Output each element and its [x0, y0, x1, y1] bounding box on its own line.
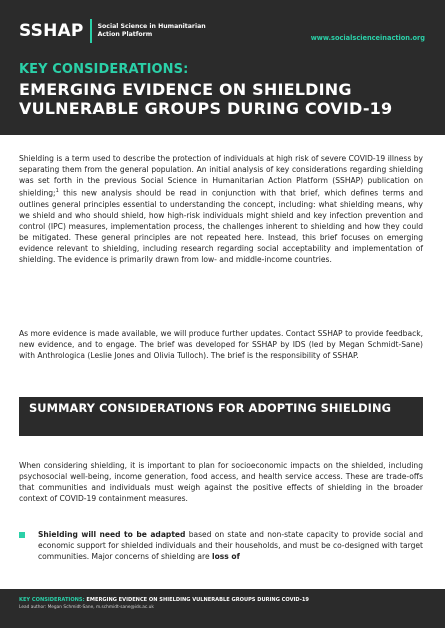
footer-author: Lead author: Megan Schmidt-Sane, m.schmidt-sane@ids.ac.uk: [19, 605, 154, 610]
section-heading: SUMMARY CONSIDERATIONS FOR ADOPTING SHIELDING: [19, 397, 423, 436]
logo-divider: [90, 19, 92, 43]
bullet-square-icon: [19, 532, 25, 538]
bullet-bold-end: loss of: [212, 552, 240, 562]
footer-label: KEY CONSIDERATIONS:: [19, 597, 85, 603]
footnote-ref[interactable]: 1: [55, 188, 59, 195]
summary-paragraph: When considering shielding, it is important to plan for socioeconomic impacts on the shielded, including psychosocial well-being, income generation, food access, and health service access. These are trade-offs that communities and individuals must weigh against the positive effects of shielding in the broader context of COVID-19 containment measures.: [19, 461, 423, 504]
list-item: [19, 529, 423, 562]
page-title: EMERGING EVIDENCE ON SHIELDING VULNERABLE GROUPS DURING COVID-19: [19, 80, 393, 118]
contact-paragraph: As more evidence is made available, we will produce further updates. Contact SSHAP to provide feedback, new evidence, and to engage. The brief was developed for SSHAP by IDS (led by Megan Schmidt-Sane) with Anthrologica (Leslie Jones and Olivia Tulloch). The brief is the responsibility of SSHAP.: [19, 329, 423, 361]
intro-text-b: this new analysis should be read in conjunction with that brief, which defines terms and outlines general principles essential to understanding the concept, including: what shielding means, why we shield and who should shield, how high-risk individuals might shield and key infection prevention and control (IPC) measures, implementation process, the challenges inherent to shielding and how they could be mitigated. These general principles are not repeated here. Instead, this brief focuses on emerging evidence relevant to shielding, including research regarding social acceptability and implementation of shielding. The evidence is primarily drawn from low- and middle-income countries.: [19, 188, 423, 264]
footer-title: [19, 597, 426, 604]
footer-doc-title: EMERGING EVIDENCE ON SHIELDING VULNERABLE GROUPS DURING COVID-19: [84, 597, 309, 603]
bullet-text: [38, 529, 423, 562]
website-link[interactable]: www.socialscienceinaction.org: [310, 34, 425, 42]
logo-wordmark: SSHAP: [19, 21, 84, 41]
logo-subtitle: Social Science in Humanitarian Action Platform: [97, 23, 206, 38]
intro-paragraph: [19, 153, 423, 265]
logo: [19, 19, 208, 43]
kicker-label: KEY CONSIDERATIONS:: [19, 62, 189, 77]
bullet-bold-lead: Shielding will need to be adapted: [38, 530, 186, 539]
intro-text-a: Shielding is a term used to describe the protection of individuals at high risk of severe COVID-19 illness by separating them from the general population. An initial analysis of key considerations regarding shielding was set forth in the previous Social Science in Humanitarian Action Platform (SSHAP) publication on shielding;: [19, 154, 423, 198]
header-banner: [0, 0, 445, 135]
bullet-body: based on state and non-state capacity to provide social and economic support for shielded individuals and their households, and must be co-designed with target communities. Major concerns of shielding are: [38, 530, 423, 562]
footer-bar: [0, 589, 445, 628]
